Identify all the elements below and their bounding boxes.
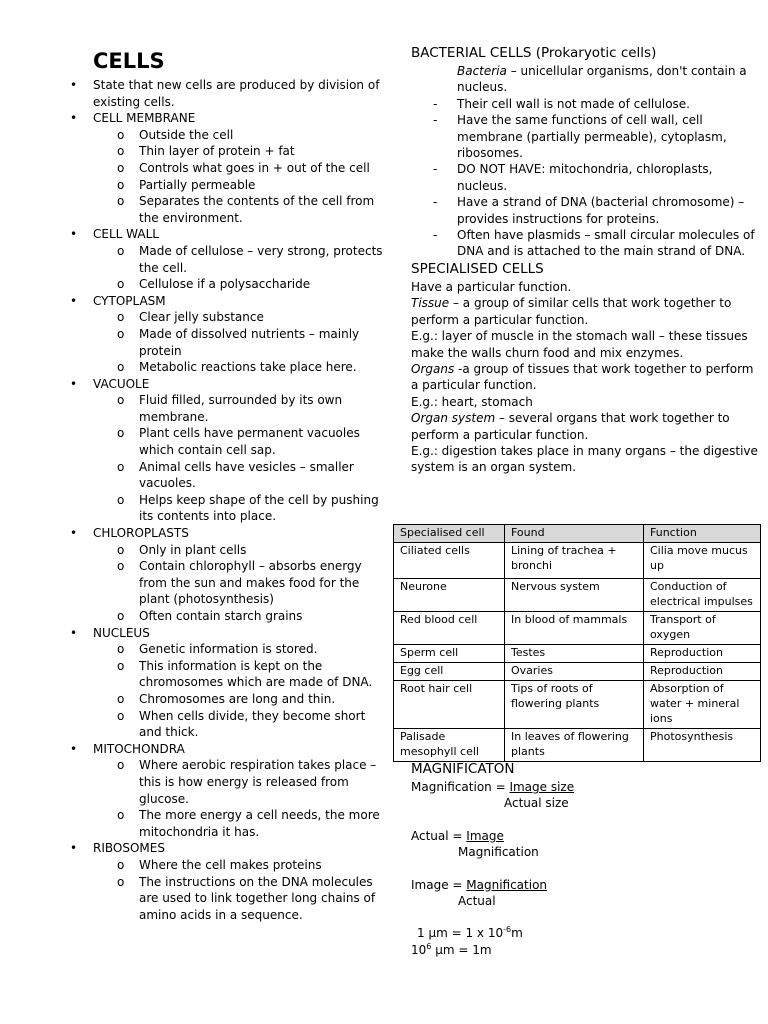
unit-conversion-2 xyxy=(411,942,761,958)
bacteria-def-text: – unicellular organisms, don't contain a nucleus. xyxy=(457,64,747,95)
list-item-text: The instructions on the DNA molecules are used to link together long chains of amino acids in a sequence. xyxy=(139,874,376,922)
circle-bullet-icon: o xyxy=(117,609,125,623)
table-cell: Reproduction xyxy=(644,645,761,663)
list-item-text: Contain chlorophyll – absorbs energy from the sun and makes food for the plant (photosynthesis) xyxy=(139,559,362,607)
cell-part-section xyxy=(70,293,390,376)
table-cell: Root hair cell xyxy=(394,681,505,729)
bullet-icon: • xyxy=(70,111,78,126)
table-cell: Lining of trachea + bronchi xyxy=(505,543,644,579)
table-cell: Red blood cell xyxy=(394,612,505,645)
section-heading: CELL MEMBRANE xyxy=(93,111,196,126)
circle-bullet-icon: o xyxy=(117,160,125,175)
table-row xyxy=(394,663,761,681)
list-item xyxy=(93,807,390,840)
unit-exponent: 6 xyxy=(426,941,432,951)
list-item-text: Helps keep shape of the cell by pushing its contents into place. xyxy=(139,492,379,524)
organ-system-example: E.g.: digestion takes place in many organs – the digestive system is an organ system. xyxy=(411,443,758,475)
circle-bullet-icon: o xyxy=(117,808,125,823)
formula-numerator: Image size xyxy=(509,780,575,794)
list-item-text: Metabolic reactions take place here. xyxy=(139,360,357,375)
specialised-cells-table xyxy=(393,524,761,762)
bullet-icon: • xyxy=(70,78,78,92)
list-item xyxy=(93,309,390,326)
formula-numerator: Magnification xyxy=(466,877,548,892)
list-item xyxy=(411,194,761,227)
specialised-intro: Have a particular function. xyxy=(411,279,572,294)
formula-numerator: Image xyxy=(466,828,504,843)
list-item xyxy=(93,857,390,874)
table-cell: Neurone xyxy=(394,579,505,612)
bullet-icon: • xyxy=(70,293,78,308)
list-item-text: Plant cells have permanent vacuoles which contain cell sap. xyxy=(139,426,360,458)
right-column xyxy=(411,44,761,476)
formula-denominator: Magnification xyxy=(458,845,539,860)
list-item-text: Partially permeable xyxy=(139,177,256,192)
formula-lhs: Image = xyxy=(411,877,467,892)
section-items xyxy=(93,309,390,375)
cell-part-section xyxy=(70,741,390,841)
list-item xyxy=(93,691,390,708)
circle-bullet-icon: o xyxy=(117,874,125,889)
section-heading: NUCLEUS xyxy=(93,625,150,640)
list-item-text: DO NOT HAVE: mitochondria, chloroplasts, nucleus. xyxy=(457,162,713,193)
list-item xyxy=(93,243,390,276)
bacteria-points xyxy=(411,96,761,260)
table-header: Found xyxy=(505,525,644,543)
section-items xyxy=(93,127,390,227)
dash-icon: - xyxy=(433,228,438,243)
section-items xyxy=(93,542,390,625)
list-item xyxy=(93,143,390,160)
list-item xyxy=(93,542,390,559)
circle-bullet-icon: o xyxy=(117,642,125,657)
table-row xyxy=(394,543,761,579)
list-item xyxy=(93,608,390,625)
list-item xyxy=(93,874,390,924)
list-item-text: Cellulose if a polysaccharide xyxy=(139,277,311,292)
list-item-text: Their cell wall is not made of cellulose. xyxy=(457,96,690,111)
circle-bullet-icon: o xyxy=(117,310,125,325)
list-item xyxy=(93,708,390,741)
formula-denominator: Actual size xyxy=(504,796,569,811)
formula-magnification xyxy=(411,779,761,795)
list-item-text: Clear jelly substance xyxy=(139,310,264,325)
unit-text: µm = 1m xyxy=(431,942,492,957)
table-cell: Conduction of electrical impulses xyxy=(644,579,761,612)
list-item-text: Thin layer of protein + fat xyxy=(139,144,295,159)
table-cell: Nervous system xyxy=(505,579,644,612)
circle-bullet-icon: o xyxy=(117,658,125,673)
circle-bullet-icon: o xyxy=(117,194,125,209)
table-body xyxy=(394,543,761,762)
circle-bullet-icon: o xyxy=(117,758,125,773)
list-item-text: Genetic information is stored. xyxy=(139,642,318,657)
page-title: CELLS xyxy=(93,49,165,73)
organs-definition xyxy=(411,361,761,394)
formula-image xyxy=(411,877,761,893)
section-heading: RIBOSOMES xyxy=(93,841,165,856)
list-item xyxy=(411,96,761,112)
list-item xyxy=(93,757,390,807)
unit-text: 10 xyxy=(411,942,427,957)
dash-icon: - xyxy=(433,195,438,210)
cell-part-section xyxy=(70,77,390,110)
table-cell: Cilia move mucus up xyxy=(644,543,761,579)
list-item-text: Have the same functions of cell wall, cell membrane (partially permeable), cytoplasm, ribosomes. xyxy=(457,113,727,161)
cell-part-section xyxy=(70,525,390,625)
bacteria-heading: BACTERIAL CELLS (Prokaryotic cells) xyxy=(411,45,657,61)
dash-icon: - xyxy=(433,162,438,177)
circle-bullet-icon: o xyxy=(117,559,125,574)
list-item xyxy=(411,227,761,260)
list-item-text: Only in plant cells xyxy=(139,542,247,557)
list-item xyxy=(93,558,390,608)
section-items xyxy=(93,243,390,293)
organs-example: E.g.: heart, stomach xyxy=(411,394,533,409)
circle-bullet-icon: o xyxy=(117,492,125,507)
list-item-text: Made of dissolved nutrients – mainly protein xyxy=(139,326,360,358)
table-cell: Testes xyxy=(505,645,644,663)
bullet-icon: • xyxy=(70,376,78,391)
dash-icon: - xyxy=(433,96,438,111)
table-cell: Palisade mesophyll cell xyxy=(394,729,505,762)
table-cell: In blood of mammals xyxy=(505,612,644,645)
section-heading: CELL WALL xyxy=(93,227,159,242)
table-row xyxy=(394,681,761,729)
circle-bullet-icon: o xyxy=(117,426,125,441)
table-header-row xyxy=(394,525,761,543)
table-row xyxy=(394,579,761,612)
section-items xyxy=(93,857,390,923)
tissue-example: E.g.: layer of muscle in the stomach wall – these tissues make the walls churn food and mix enzymes. xyxy=(411,329,748,360)
organs-term: Organs xyxy=(411,361,455,376)
list-item xyxy=(93,160,390,177)
formula-lhs: Actual = xyxy=(411,828,467,843)
list-item-text: Chromosomes are long and thin. xyxy=(139,691,336,706)
organs-text: -a group of tissues that work together to perform a particular function. xyxy=(411,361,754,393)
table-cell: Ciliated cells xyxy=(394,543,505,579)
circle-bullet-icon: o xyxy=(117,691,125,706)
table-cell: Egg cell xyxy=(394,663,505,681)
table-cell: Photosynthesis xyxy=(644,729,761,762)
table-row xyxy=(394,729,761,762)
bullet-icon: • xyxy=(70,841,78,856)
bullet-icon: • xyxy=(70,526,78,541)
tissue-text: – a group of similar cells that work together to perform a particular function. xyxy=(411,296,732,327)
table-row xyxy=(394,612,761,645)
list-item-text: Controls what goes in + out of the cell xyxy=(139,160,370,175)
tissue-definition xyxy=(411,295,761,328)
list-item-text: Made of cellulose – very strong, protects the cell. xyxy=(139,243,383,275)
list-item xyxy=(93,492,390,525)
list-item-text: Separates the contents of the cell from the environment. xyxy=(139,194,375,225)
specialised-heading: SPECIALISED CELLS xyxy=(411,260,544,277)
bacteria-definition xyxy=(411,63,761,96)
list-item xyxy=(411,112,761,161)
list-item-text: Often contain starch grains xyxy=(139,609,303,623)
circle-bullet-icon: o xyxy=(117,393,125,408)
bullet-icon: • xyxy=(70,741,78,756)
table-cell: Sperm cell xyxy=(394,645,505,663)
circle-bullet-icon: o xyxy=(117,857,125,872)
table-cell: Ovaries xyxy=(505,663,644,681)
circle-bullet-icon: o xyxy=(117,459,125,474)
bacteria-term: Bacteria xyxy=(457,64,507,78)
section-heading: CHLOROPLASTS xyxy=(93,526,189,541)
formula-denominator: Actual xyxy=(458,894,496,909)
circle-bullet-icon: o xyxy=(117,144,125,159)
cell-parts-list xyxy=(70,77,390,923)
table-header: Specialised cell xyxy=(394,525,505,543)
list-item xyxy=(93,326,390,359)
list-item xyxy=(93,425,390,458)
bullet-icon: • xyxy=(70,625,78,640)
table-cell: Absorption of water + mineral ions xyxy=(644,681,761,729)
table-header: Function xyxy=(644,525,761,543)
left-column xyxy=(70,48,390,923)
list-item xyxy=(411,161,761,194)
cell-part-section xyxy=(70,110,390,226)
list-item-text: Animal cells have vesicles – smaller vacuoles. xyxy=(139,459,354,491)
list-item-text: The more energy a cell needs, the more mitochondria it has. xyxy=(139,808,380,839)
list-item-text: Outside the cell xyxy=(139,127,234,142)
dash-icon: - xyxy=(433,113,438,128)
circle-bullet-icon: o xyxy=(117,360,125,375)
circle-bullet-icon: o xyxy=(117,277,125,292)
section-heading: CYTOPLASM xyxy=(93,293,166,308)
table-row xyxy=(394,645,761,663)
list-item-text: Have a strand of DNA (bacterial chromosome) – provides instructions for proteins. xyxy=(457,195,745,226)
section-items xyxy=(93,641,390,741)
cell-part-section xyxy=(70,376,390,525)
list-item xyxy=(93,177,390,194)
list-item xyxy=(93,641,390,658)
list-item-text: This information is kept on the chromosomes which are made of DNA. xyxy=(139,658,373,690)
list-item xyxy=(93,459,390,492)
cell-part-section xyxy=(70,840,390,923)
list-item xyxy=(93,127,390,144)
organ-system-definition xyxy=(411,410,761,443)
magnification-section xyxy=(411,760,761,958)
list-item-text: Where aerobic respiration takes place – this is how energy is released from glucose. xyxy=(139,758,377,806)
bullet-icon: • xyxy=(70,227,78,242)
magnification-heading: MAGNIFICATON xyxy=(411,761,515,777)
unit-text: 1 µm = 1 x 10 xyxy=(417,926,504,941)
formula-actual xyxy=(411,828,761,844)
list-item xyxy=(93,276,390,293)
circle-bullet-icon: o xyxy=(117,326,125,341)
circle-bullet-icon: o xyxy=(117,243,125,258)
formula-lhs: Magnification = xyxy=(411,780,510,794)
cell-part-section xyxy=(70,625,390,741)
unit-text: m xyxy=(511,926,523,941)
unit-exponent: -6 xyxy=(503,925,512,935)
circle-bullet-icon: o xyxy=(117,177,125,192)
section-items xyxy=(93,392,390,525)
circle-bullet-icon: o xyxy=(117,708,125,723)
list-item xyxy=(93,392,390,425)
tissue-term: Tissue xyxy=(411,296,450,311)
table-cell: Transport of oxygen xyxy=(644,612,761,645)
list-item xyxy=(93,193,390,226)
unit-conversion-1 xyxy=(411,925,761,941)
table-cell: In leaves of flowering plants xyxy=(505,729,644,762)
organ-system-term: Organ system xyxy=(411,411,496,426)
organ-system-text: – several organs that work together to perform a particular function. xyxy=(411,411,730,442)
list-item-text: When cells divide, they become short and thick. xyxy=(139,708,366,740)
cell-part-section xyxy=(70,226,390,292)
list-item xyxy=(93,658,390,691)
list-item-text: Often have plasmids – small circular molecules of DNA and is attached to the main strand of DNA. xyxy=(457,228,755,259)
list-item xyxy=(93,359,390,376)
circle-bullet-icon: o xyxy=(117,542,125,557)
list-item-text: Where the cell makes proteins xyxy=(139,857,322,872)
section-heading: MITOCHONDRA xyxy=(93,741,185,756)
table-cell: Tips of roots of flowering plants xyxy=(505,681,644,729)
table-cell: Reproduction xyxy=(644,663,761,681)
list-item-text: Fluid filled, surrounded by its own membrane. xyxy=(139,393,343,424)
section-heading: VACUOLE xyxy=(93,376,150,391)
section-heading: State that new cells are produced by division of existing cells. xyxy=(93,78,380,109)
section-items xyxy=(93,757,390,840)
circle-bullet-icon: o xyxy=(117,127,125,142)
